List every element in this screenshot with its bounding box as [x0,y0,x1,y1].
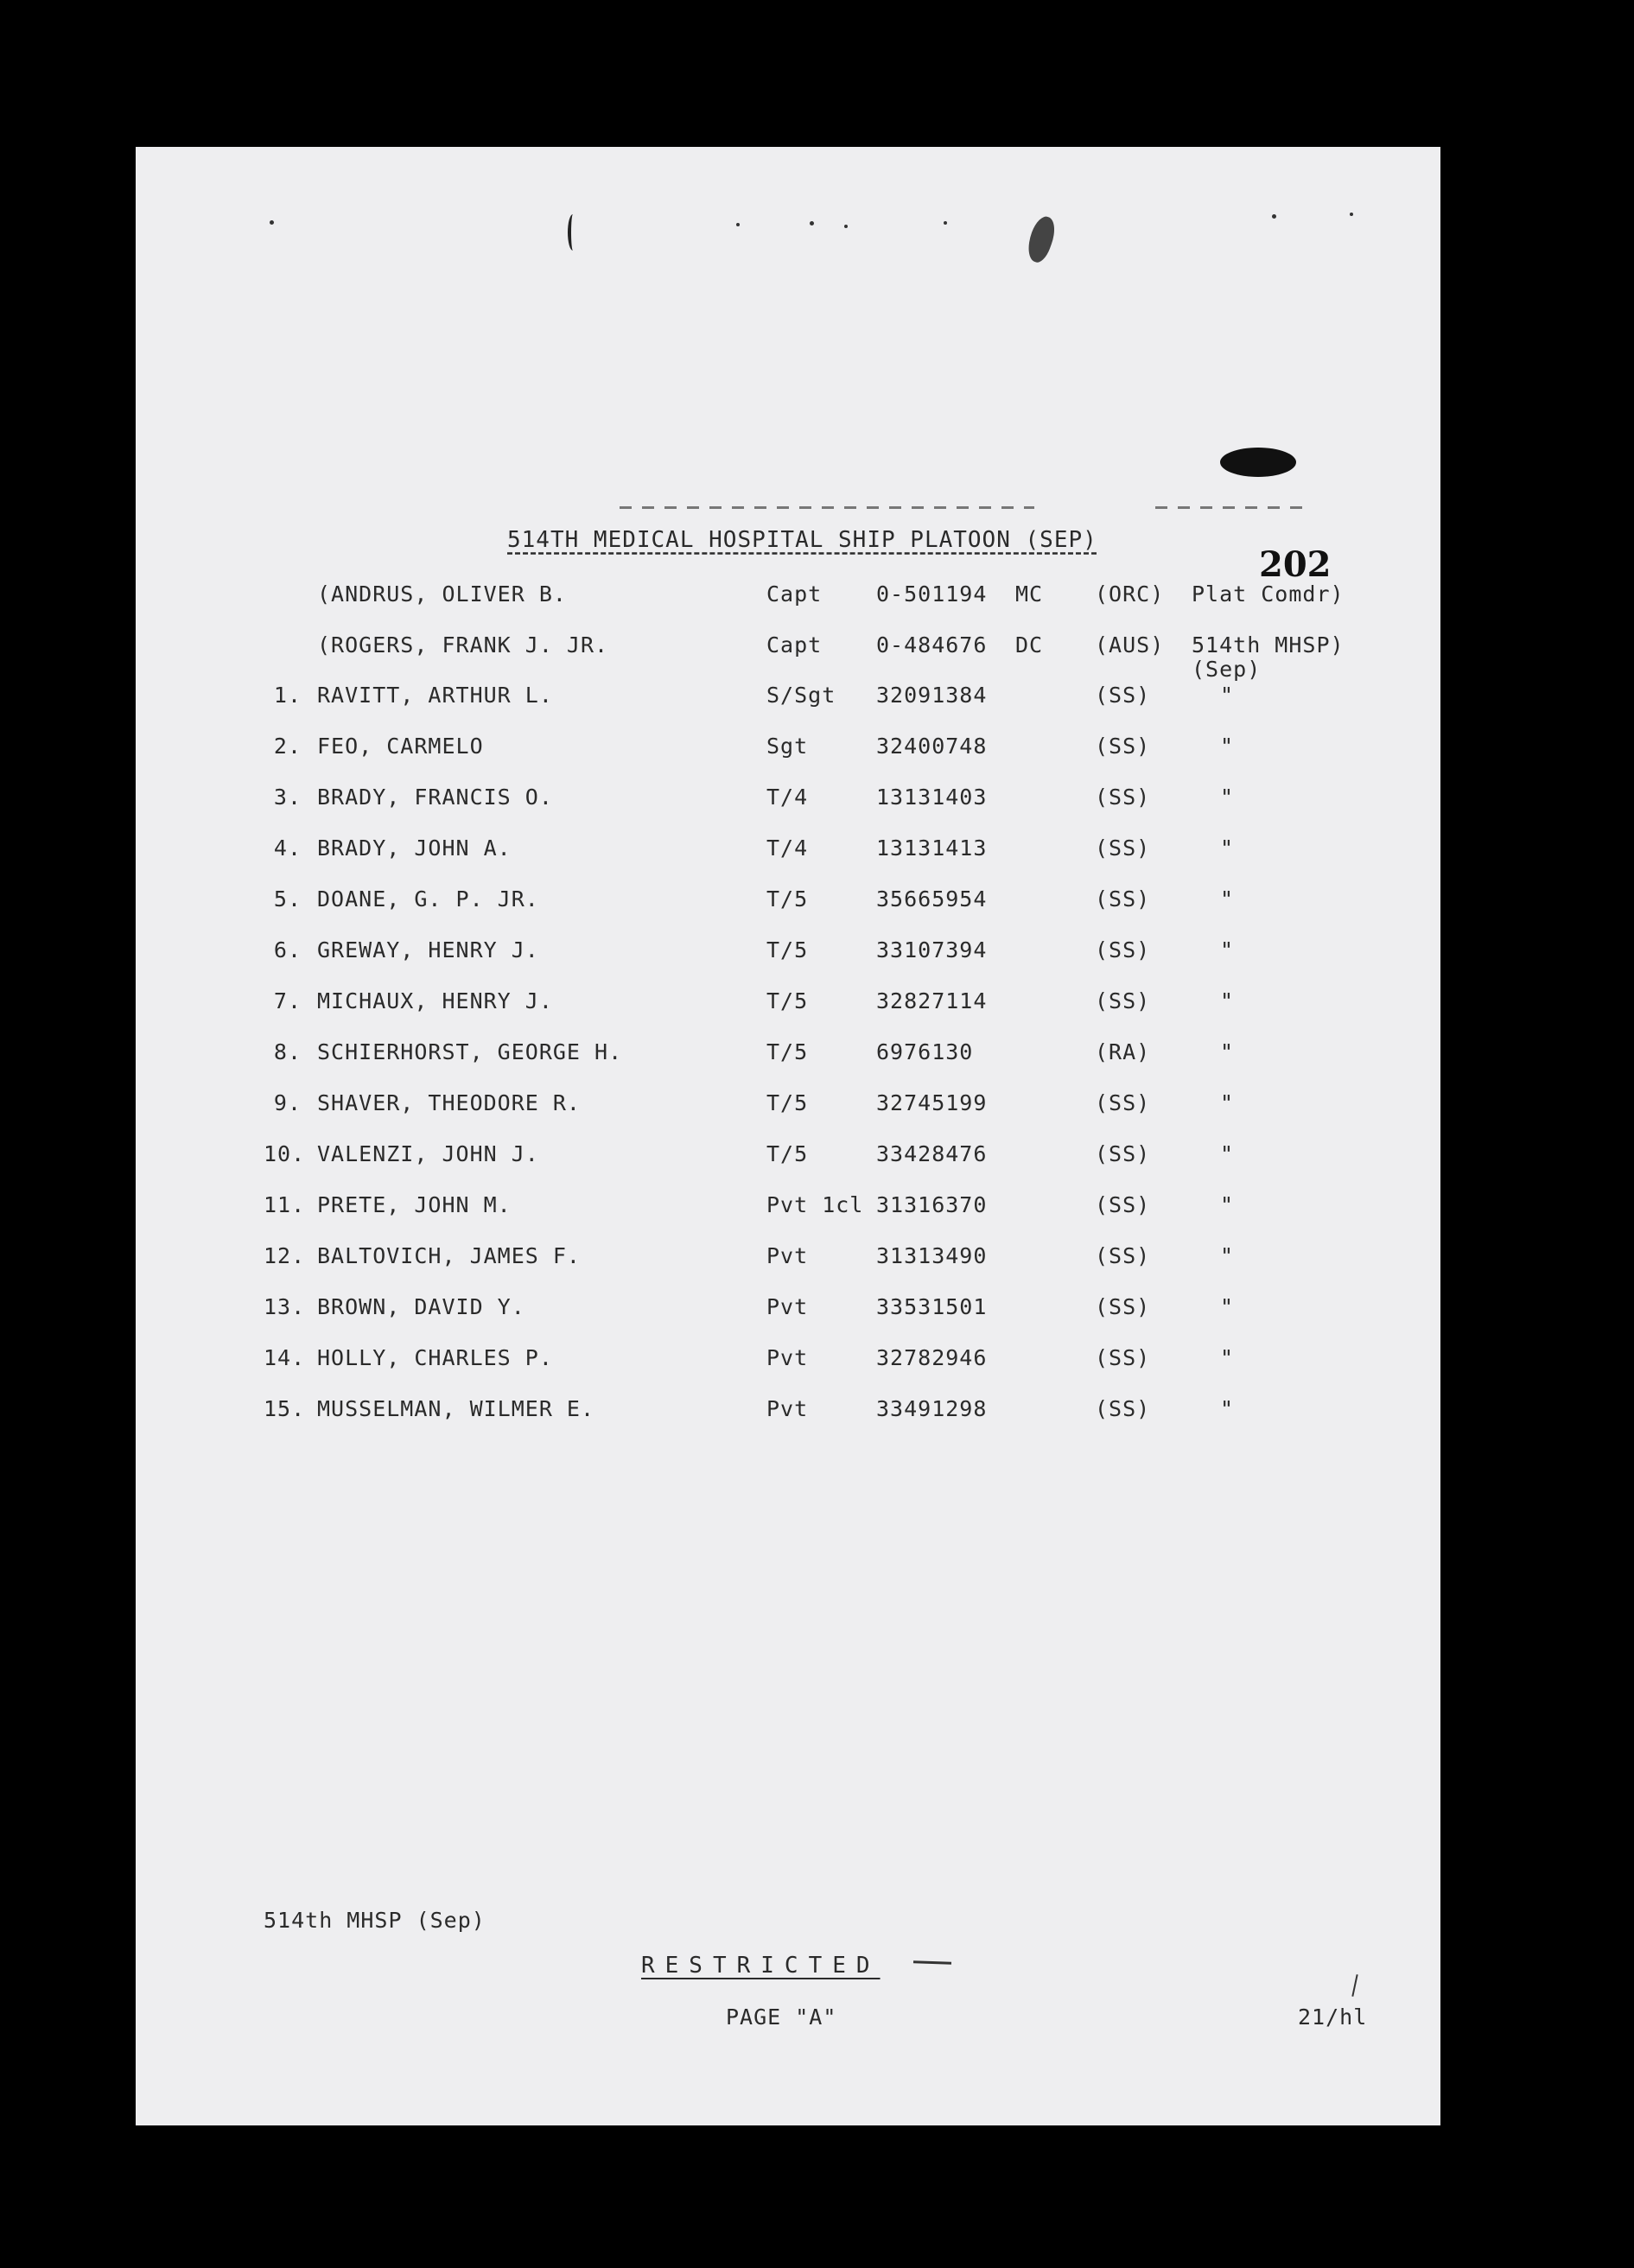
member-name: VALENZI, JOHN J. [317,1141,539,1166]
officer-remark-cont: (Sep) [1192,657,1262,682]
member-serial: 31313490 [876,1243,988,1268]
member-remark: " [1220,1243,1235,1268]
member-name: GREWAY, HENRY J. [317,937,539,962]
ink-speck [810,221,814,226]
member-remark: " [1220,1192,1235,1217]
classification-marking: RESTRICTED [641,1953,881,1979]
page-label: PAGE "A" [726,2004,837,2030]
member-rank: T/5 [766,1039,809,1064]
row-number: 1. [273,683,302,708]
member-component: (SS) [1095,1345,1151,1370]
row-number: 7. [273,988,302,1013]
document-title: 514TH MEDICAL HOSPITAL SHIP PLATOON (SEP) [507,527,1097,553]
member-rank: T/4 [766,835,809,861]
member-serial: 32745199 [876,1090,988,1115]
member-remark: " [1220,988,1235,1013]
member-component: (SS) [1095,937,1151,962]
page-stamp-number: 202 [1259,544,1332,585]
file-reference: 21/hl [1298,2004,1368,2030]
member-rank: T/5 [766,1090,809,1115]
member-remark: " [1220,734,1235,759]
member-component: (SS) [1095,988,1151,1013]
member-rank: T/5 [766,1141,809,1166]
member-remark: " [1220,785,1235,810]
member-component: (SS) [1095,683,1151,708]
member-rank: S/Sgt [766,683,836,708]
row-number: 10. [264,1141,306,1166]
member-rank: Pvt [766,1345,809,1370]
member-remark: " [1220,835,1235,861]
ink-mark [568,214,578,251]
member-component: (SS) [1095,1141,1151,1166]
member-name: PRETE, JOHN M. [317,1192,512,1217]
ink-speck [270,220,274,225]
officer-remark: Plat Comdr) [1192,581,1345,607]
member-remark: " [1220,1141,1235,1166]
member-name: DOANE, G. P. JR. [317,886,539,912]
member-remark: " [1220,1039,1235,1064]
document-page [136,147,1440,2125]
member-rank: Pvt 1cl [766,1192,864,1217]
officer-rank: Capt [766,581,823,607]
member-component: (SS) [1095,886,1151,912]
member-rank: Pvt [766,1243,809,1268]
row-number: 12. [264,1243,306,1268]
ink-speck [944,221,947,225]
member-remark: " [1220,886,1235,912]
member-name: HOLLY, CHARLES P. [317,1345,553,1370]
officer-component: (AUS) [1095,632,1165,658]
faded-text-line [620,506,1034,509]
faded-text-line [1155,506,1302,509]
redaction-blot [1220,448,1296,477]
member-remark: " [1220,937,1235,962]
member-name: RAVITT, ARTHUR L. [317,683,553,708]
officer-corps: DC [1015,632,1044,658]
member-serial: 33428476 [876,1141,988,1166]
member-component: (SS) [1095,1396,1151,1421]
member-serial: 31316370 [876,1192,988,1217]
officer-serial: 0-484676 [876,632,988,658]
member-serial: 32782946 [876,1345,988,1370]
officer-name: (ANDRUS, OLIVER B. [317,581,567,607]
row-number: 3. [273,785,302,810]
member-serial: 32091384 [876,683,988,708]
member-rank: Pvt [766,1294,809,1319]
pen-tick [1351,1974,1357,1997]
member-name: BRADY, JOHN A. [317,835,512,861]
member-rank: T/5 [766,988,809,1013]
member-component: (SS) [1095,1090,1151,1115]
member-name: MUSSELMAN, WILMER E. [317,1396,595,1421]
member-remark: " [1220,683,1235,708]
member-remark: " [1220,1396,1235,1421]
ink-speck [1272,214,1276,219]
member-serial: 32827114 [876,988,988,1013]
member-rank: T/5 [766,937,809,962]
row-number: 8. [273,1039,302,1064]
member-serial: 13131403 [876,785,988,810]
officer-corps: MC [1015,581,1044,607]
row-number: 2. [273,734,302,759]
member-name: BROWN, DAVID Y. [317,1294,525,1319]
member-component: (SS) [1095,785,1151,810]
officer-serial: 0-501194 [876,581,988,607]
ink-speck [844,225,848,228]
member-serial: 13131413 [876,835,988,861]
ink-speck [1350,213,1353,216]
member-component: (SS) [1095,1294,1151,1319]
pen-mark [913,1960,951,1965]
member-serial: 32400748 [876,734,988,759]
ink-smudge [1023,213,1060,265]
member-rank: Pvt [766,1396,809,1421]
member-rank: T/4 [766,785,809,810]
officer-name: (ROGERS, FRANK J. JR. [317,632,609,658]
member-name: BRADY, FRANCIS O. [317,785,553,810]
member-rank: T/5 [766,886,809,912]
row-number: 14. [264,1345,306,1370]
unit-designation: 514th MHSP (Sep) [264,1908,486,1933]
member-name: BALTOVICH, JAMES F. [317,1243,581,1268]
officer-rank: Capt [766,632,823,658]
member-component: (SS) [1095,734,1151,759]
row-number: 6. [273,937,302,962]
row-number: 9. [273,1090,302,1115]
member-name: MICHAUX, HENRY J. [317,988,553,1013]
member-component: (RA) [1095,1039,1151,1064]
row-number: 15. [264,1396,306,1421]
row-number: 13. [264,1294,306,1319]
member-serial: 35665954 [876,886,988,912]
member-serial: 33107394 [876,937,988,962]
member-serial: 33491298 [876,1396,988,1421]
row-number: 5. [273,886,302,912]
row-number: 11. [264,1192,306,1217]
row-number: 4. [273,835,302,861]
member-component: (SS) [1095,1243,1151,1268]
member-serial: 33531501 [876,1294,988,1319]
member-remark: " [1220,1345,1235,1370]
member-component: (SS) [1095,835,1151,861]
member-remark: " [1220,1294,1235,1319]
member-name: FEO, CARMELO [317,734,484,759]
member-name: SCHIERHORST, GEORGE H. [317,1039,623,1064]
member-name: SHAVER, THEODORE R. [317,1090,581,1115]
member-serial: 6976130 [876,1039,974,1064]
ink-speck [736,223,740,226]
member-rank: Sgt [766,734,809,759]
officer-component: (ORC) [1095,581,1165,607]
officer-remark: 514th MHSP) [1192,632,1345,658]
member-remark: " [1220,1090,1235,1115]
member-component: (SS) [1095,1192,1151,1217]
